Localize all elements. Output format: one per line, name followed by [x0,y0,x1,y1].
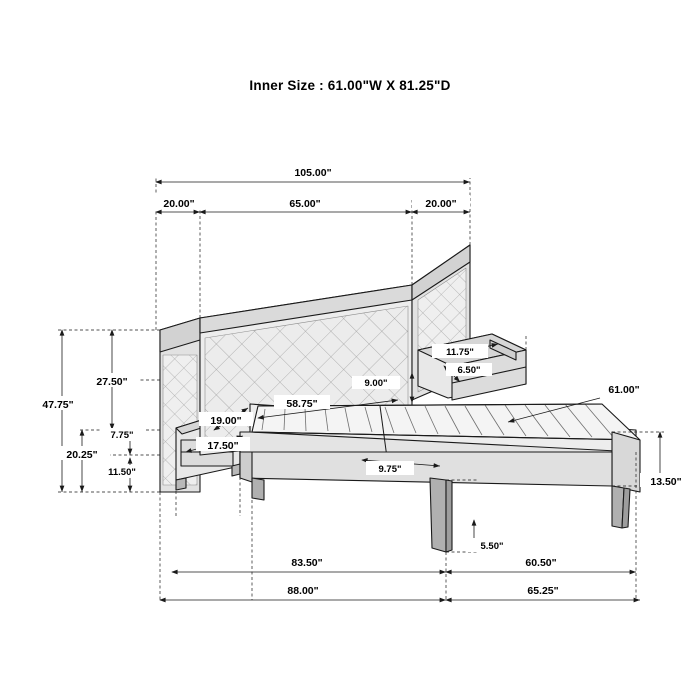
dim-right-drawer-height: 6.50" [457,365,481,376]
dim-bottom-overall-right: 65.25" [527,585,559,597]
bed-illustration [160,245,640,552]
dim-leg-height: 5.50" [480,541,504,552]
dim-mattress-platform-width: 58.75" [286,398,318,410]
dim-left-lower-group: 20.25" [66,449,98,461]
dim-bottom-bed-length: 83.50" [291,557,323,569]
dim-nightstand-depth-left: 19.00" [210,415,242,427]
page-title: Inner Size : 61.00"W X 81.25"D [249,78,451,93]
dim-bottom-right-length: 60.50" [525,557,557,569]
dim-headboard-height: 27.50" [96,376,128,388]
dim-rail-height-right: 13.50" [650,476,682,488]
dim-slat-span: 9.75" [378,464,402,475]
dim-nightstand-width-left: 17.50" [207,440,239,452]
dim-top-right-panel: 20.00" [425,198,457,210]
dim-drawer-gap: 9.00" [364,378,388,389]
dim-bottom-overall-left: 88.00" [287,585,319,597]
dim-top-overall: 105.00" [294,167,332,179]
dimension-labels [30,164,692,597]
dim-top-center: 65.00" [289,198,321,210]
dim-top-left-panel: 20.00" [163,198,195,210]
dim-left-total-height: 47.75" [42,399,74,411]
dim-bed-width-right: 61.00" [608,384,640,396]
dim-nightstand-leg-height: 11.50" [108,467,136,478]
dim-nightstand-top-height: 7.75" [110,430,134,441]
dim-right-drawer-width: 11.75" [446,347,474,358]
